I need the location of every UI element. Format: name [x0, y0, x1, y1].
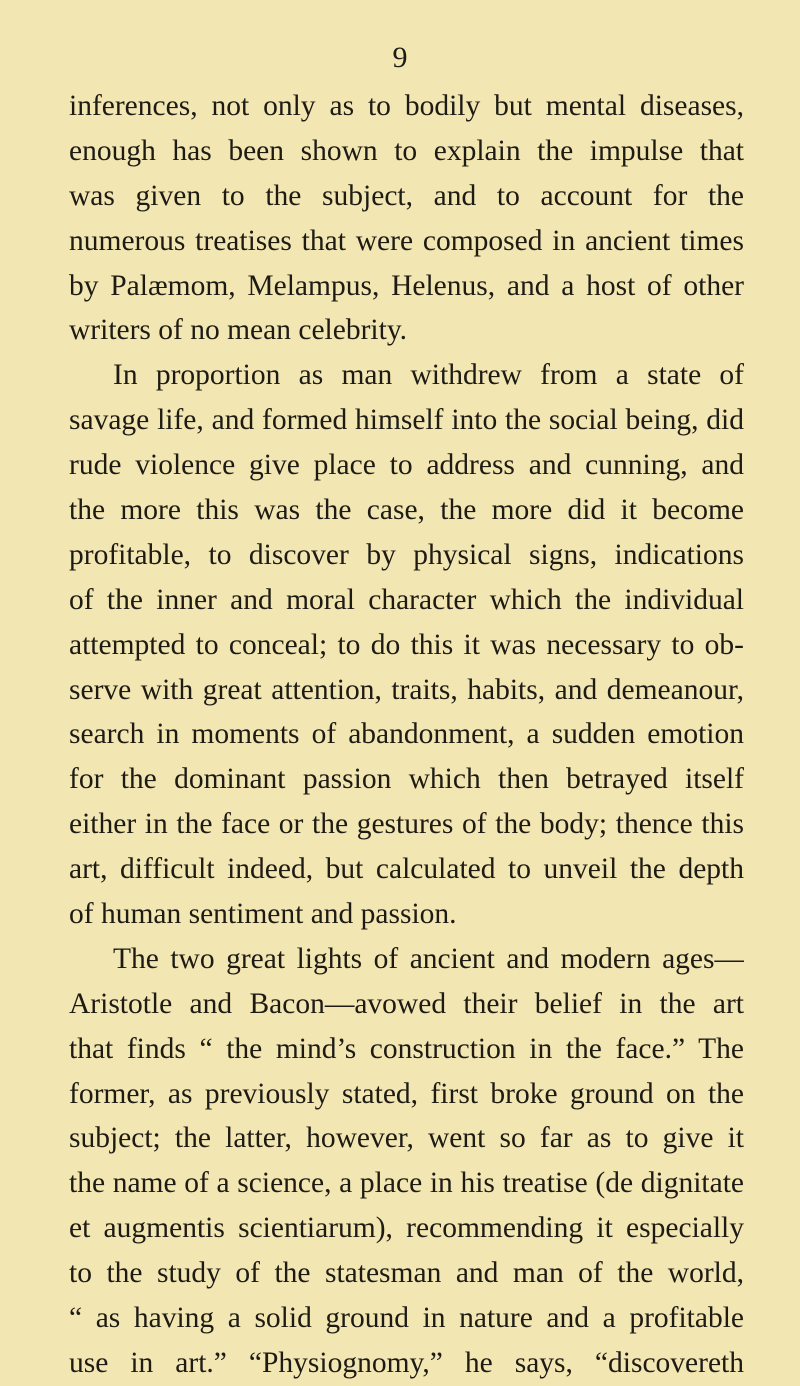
text-line: art, difficult indeed, but calculated to unveil the depth	[69, 853, 744, 886]
text-line: use in art.” “Physiognomy,” he says, “discovereth	[69, 1346, 744, 1379]
paragraph-start-line: The two great lights of ancient and modern ages—	[113, 942, 744, 975]
text-line: for the dominant passion which then betrayed itself	[69, 763, 744, 796]
text-line: that finds “ the mind’s construction in the face.” The	[69, 1032, 744, 1065]
text-line: of human sentiment and passion.	[69, 898, 457, 931]
text-line: attempted to conceal; to do this it was necessary to ob-	[69, 628, 744, 661]
text-line: by Palæmom, Melampus, Helenus, and a host of other	[69, 269, 744, 302]
text-line: Aristotle and Bacon—avowed their belief in the art	[69, 987, 744, 1020]
text-line: profitable, to discover by physical signs, indications	[69, 538, 744, 571]
text-line: “ as having a solid ground in nature and a profitable	[69, 1302, 744, 1335]
text-line: search in moments of abandonment, a sudden emotion	[69, 718, 744, 751]
text-line: to the study of the statesman and man of the world,	[69, 1257, 744, 1290]
text-line: of the inner and moral character which the individual	[69, 583, 744, 616]
text-line: subject; the latter, however, went so far as to give it	[69, 1122, 744, 1155]
page-number: 9	[392, 41, 408, 74]
text-line: rude violence give place to address and cunning, and	[69, 449, 744, 482]
text-line: was given to the subject, and to account for the	[69, 179, 744, 212]
text-line: writers of no mean celebrity.	[69, 314, 408, 347]
text-line: either in the face or the gestures of the body; thence this	[69, 808, 744, 841]
text-line: enough has been shown to explain the impulse that	[69, 134, 744, 167]
body-text	[69, 84, 744, 1386]
text-line: the name of a science, a place in his treatise (de dignitate	[69, 1167, 744, 1200]
text-line: et augmentis scientiarum), recommending it especially	[69, 1212, 744, 1245]
paragraph-start-line: In proportion as man withdrew from a state of	[113, 359, 744, 392]
text-line: former, as previously stated, first broke ground on the	[69, 1077, 744, 1110]
text-line: the more this was the case, the more did it become	[69, 494, 744, 527]
text-line: serve with great attention, traits, habits, and demeanour,	[69, 673, 744, 706]
text-line: savage life, and formed himself into the social being, did	[69, 404, 744, 437]
text-line: numerous treatises that were composed in ancient times	[69, 224, 744, 257]
text-line: inferences, not only as to bodily but mental diseases,	[69, 90, 744, 122]
